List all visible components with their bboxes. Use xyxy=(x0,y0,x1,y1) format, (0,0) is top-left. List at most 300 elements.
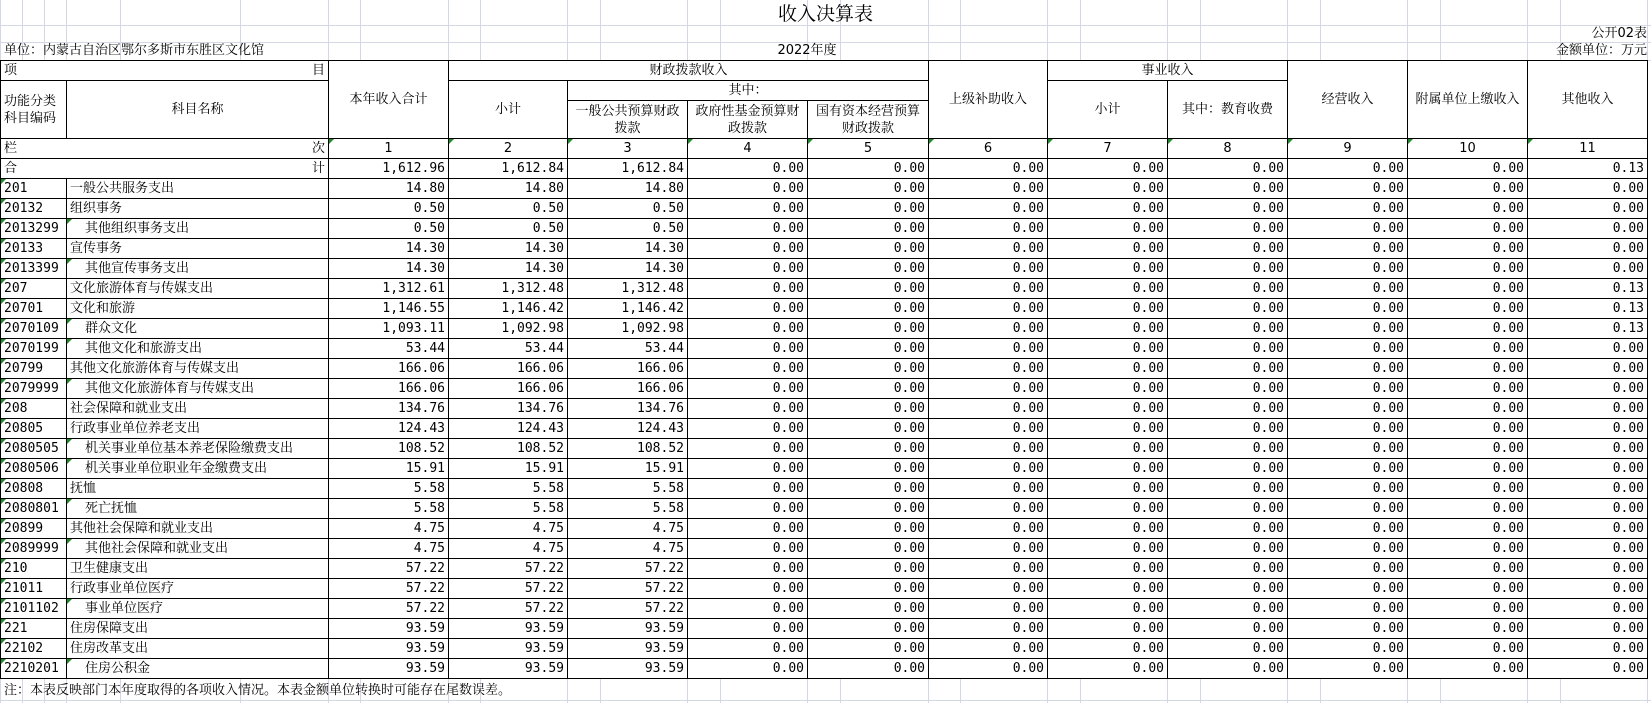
amount-cell[interactable]: 0.00 xyxy=(1288,279,1408,299)
amount-cell[interactable]: 5.58 xyxy=(329,499,449,519)
subject-name[interactable]: 住房改革支出 xyxy=(67,639,329,659)
subject-code[interactable]: 21011 xyxy=(1,579,67,599)
amount-cell[interactable]: 0.00 xyxy=(808,419,929,439)
amount-cell[interactable]: 0.00 xyxy=(1048,339,1168,359)
amount-cell[interactable]: 0.00 xyxy=(808,639,929,659)
amount-cell[interactable]: 0.00 xyxy=(1408,559,1528,579)
amount-cell[interactable]: 0.00 xyxy=(1288,339,1408,359)
total-cell[interactable]: 0.00 xyxy=(688,159,808,179)
amount-cell[interactable]: 0.00 xyxy=(1168,619,1288,639)
amount-cell[interactable]: 0.00 xyxy=(929,459,1048,479)
amount-cell[interactable]: 0.00 xyxy=(1048,359,1168,379)
amount-cell[interactable]: 0.50 xyxy=(449,199,568,219)
subject-code[interactable]: 20899 xyxy=(1,519,67,539)
amount-cell[interactable]: 0.00 xyxy=(1288,559,1408,579)
amount-cell[interactable]: 0.00 xyxy=(929,439,1048,459)
amount-cell[interactable]: 0.00 xyxy=(1048,459,1168,479)
amount-cell[interactable]: 0.00 xyxy=(1048,439,1168,459)
amount-cell[interactable]: 4.75 xyxy=(568,539,688,559)
amount-cell[interactable]: 0.00 xyxy=(1408,219,1528,239)
amount-cell[interactable]: 0.00 xyxy=(929,539,1048,559)
amount-cell[interactable]: 0.00 xyxy=(1528,499,1648,519)
amount-cell[interactable]: 0.00 xyxy=(808,199,929,219)
amount-cell[interactable]: 0.00 xyxy=(1528,239,1648,259)
subject-code[interactable]: 210 xyxy=(1,559,67,579)
amount-cell[interactable]: 166.06 xyxy=(329,359,449,379)
subject-code[interactable]: 2013299 xyxy=(1,219,67,239)
amount-cell[interactable]: 0.00 xyxy=(1528,619,1648,639)
amount-cell[interactable]: 0.13 xyxy=(1528,299,1648,319)
amount-cell[interactable]: 0.00 xyxy=(1288,259,1408,279)
amount-cell[interactable]: 4.75 xyxy=(329,539,449,559)
amount-cell[interactable]: 0.50 xyxy=(329,219,449,239)
subject-code[interactable]: 20799 xyxy=(1,359,67,379)
amount-cell[interactable]: 0.00 xyxy=(808,379,929,399)
amount-cell[interactable]: 0.00 xyxy=(1528,599,1648,619)
amount-cell[interactable]: 0.00 xyxy=(808,499,929,519)
amount-cell[interactable]: 0.00 xyxy=(1168,359,1288,379)
amount-cell[interactable]: 0.13 xyxy=(1528,279,1648,299)
amount-cell[interactable]: 0.00 xyxy=(808,519,929,539)
amount-cell[interactable]: 5.58 xyxy=(449,499,568,519)
amount-cell[interactable]: 14.30 xyxy=(329,239,449,259)
amount-cell[interactable]: 0.00 xyxy=(808,539,929,559)
total-cell[interactable]: 1,612.96 xyxy=(329,159,449,179)
amount-cell[interactable]: 108.52 xyxy=(449,439,568,459)
subject-name[interactable]: 行政事业单位医疗 xyxy=(67,579,329,599)
subject-code[interactable]: 2070199 xyxy=(1,339,67,359)
subject-name[interactable]: 其他组织事务支出 xyxy=(67,219,329,239)
amount-cell[interactable]: 0.00 xyxy=(1408,319,1528,339)
amount-cell[interactable]: 0.00 xyxy=(1288,379,1408,399)
amount-cell[interactable]: 0.00 xyxy=(808,479,929,499)
amount-cell[interactable]: 0.00 xyxy=(1408,279,1528,299)
amount-cell[interactable]: 0.00 xyxy=(1408,519,1528,539)
amount-cell[interactable]: 0.50 xyxy=(449,219,568,239)
amount-cell[interactable]: 15.91 xyxy=(449,459,568,479)
total-cell[interactable]: 1,612.84 xyxy=(449,159,568,179)
amount-cell[interactable]: 0.00 xyxy=(1288,479,1408,499)
amount-cell[interactable]: 0.13 xyxy=(1528,319,1648,339)
subject-name[interactable]: 机关事业单位职业年金缴费支出 xyxy=(67,459,329,479)
amount-cell[interactable]: 0.00 xyxy=(688,399,808,419)
amount-cell[interactable]: 0.00 xyxy=(929,619,1048,639)
amount-cell[interactable]: 1,146.55 xyxy=(329,299,449,319)
amount-cell[interactable]: 0.00 xyxy=(929,359,1048,379)
subject-name[interactable]: 文化旅游体育与传媒支出 xyxy=(67,279,329,299)
subject-code[interactable]: 20805 xyxy=(1,419,67,439)
amount-cell[interactable]: 57.22 xyxy=(568,579,688,599)
amount-cell[interactable]: 0.00 xyxy=(1288,199,1408,219)
amount-cell[interactable]: 0.00 xyxy=(1168,199,1288,219)
amount-cell[interactable]: 0.00 xyxy=(1288,579,1408,599)
amount-cell[interactable]: 0.00 xyxy=(1528,259,1648,279)
amount-cell[interactable]: 14.30 xyxy=(329,259,449,279)
amount-cell[interactable]: 108.52 xyxy=(329,439,449,459)
amount-cell[interactable]: 134.76 xyxy=(449,399,568,419)
amount-cell[interactable]: 0.00 xyxy=(1408,459,1528,479)
subject-code[interactable]: 208 xyxy=(1,399,67,419)
amount-cell[interactable]: 0.00 xyxy=(1168,319,1288,339)
amount-cell[interactable]: 0.00 xyxy=(1528,639,1648,659)
amount-cell[interactable]: 0.00 xyxy=(929,299,1048,319)
amount-cell[interactable]: 0.00 xyxy=(1408,399,1528,419)
amount-cell[interactable]: 0.00 xyxy=(929,659,1048,679)
total-cell[interactable]: 0.00 xyxy=(929,159,1048,179)
amount-cell[interactable]: 0.00 xyxy=(1408,239,1528,259)
amount-cell[interactable]: 53.44 xyxy=(449,339,568,359)
amount-cell[interactable]: 0.00 xyxy=(1528,519,1648,539)
amount-cell[interactable]: 0.00 xyxy=(1408,439,1528,459)
amount-cell[interactable]: 0.00 xyxy=(1048,179,1168,199)
amount-cell[interactable]: 0.00 xyxy=(1168,259,1288,279)
amount-cell[interactable]: 15.91 xyxy=(568,459,688,479)
amount-cell[interactable]: 4.75 xyxy=(329,519,449,539)
amount-cell[interactable]: 0.00 xyxy=(1528,419,1648,439)
subject-code[interactable]: 2013399 xyxy=(1,259,67,279)
amount-cell[interactable]: 1,146.42 xyxy=(449,299,568,319)
amount-cell[interactable]: 0.00 xyxy=(1168,299,1288,319)
amount-cell[interactable]: 93.59 xyxy=(568,659,688,679)
amount-cell[interactable]: 14.30 xyxy=(568,239,688,259)
amount-cell[interactable]: 134.76 xyxy=(329,399,449,419)
amount-cell[interactable]: 0.00 xyxy=(1048,279,1168,299)
amount-cell[interactable]: 166.06 xyxy=(568,359,688,379)
amount-cell[interactable]: 0.00 xyxy=(1048,499,1168,519)
amount-cell[interactable]: 1,312.61 xyxy=(329,279,449,299)
subject-code[interactable]: 2070109 xyxy=(1,319,67,339)
subject-code[interactable]: 201 xyxy=(1,179,67,199)
amount-cell[interactable]: 14.30 xyxy=(449,239,568,259)
amount-cell[interactable]: 0.00 xyxy=(1048,319,1168,339)
subject-code[interactable]: 2101102 xyxy=(1,599,67,619)
amount-cell[interactable]: 0.00 xyxy=(929,199,1048,219)
amount-cell[interactable]: 0.00 xyxy=(1288,299,1408,319)
amount-cell[interactable]: 0.00 xyxy=(1288,319,1408,339)
amount-cell[interactable]: 57.22 xyxy=(449,599,568,619)
amount-cell[interactable]: 0.00 xyxy=(688,279,808,299)
amount-cell[interactable]: 0.00 xyxy=(688,499,808,519)
amount-cell[interactable]: 1,312.48 xyxy=(449,279,568,299)
amount-cell[interactable]: 0.00 xyxy=(1408,259,1528,279)
amount-cell[interactable]: 0.00 xyxy=(1048,299,1168,319)
amount-cell[interactable]: 0.00 xyxy=(1408,659,1528,679)
subject-name[interactable]: 社会保障和就业支出 xyxy=(67,399,329,419)
amount-cell[interactable]: 0.00 xyxy=(688,519,808,539)
amount-cell[interactable]: 14.80 xyxy=(449,179,568,199)
total-cell[interactable]: 0.00 xyxy=(1288,159,1408,179)
amount-cell[interactable]: 1,092.98 xyxy=(568,319,688,339)
amount-cell[interactable]: 0.00 xyxy=(929,559,1048,579)
amount-cell[interactable]: 124.43 xyxy=(329,419,449,439)
amount-cell[interactable]: 57.22 xyxy=(329,579,449,599)
amount-cell[interactable]: 0.00 xyxy=(688,359,808,379)
subject-code[interactable]: 2079999 xyxy=(1,379,67,399)
amount-cell[interactable]: 0.00 xyxy=(808,659,929,679)
amount-cell[interactable]: 93.59 xyxy=(329,659,449,679)
amount-cell[interactable]: 0.00 xyxy=(929,599,1048,619)
amount-cell[interactable]: 0.00 xyxy=(808,399,929,419)
amount-cell[interactable]: 0.00 xyxy=(1408,339,1528,359)
amount-cell[interactable]: 14.30 xyxy=(449,259,568,279)
amount-cell[interactable]: 14.80 xyxy=(329,179,449,199)
amount-cell[interactable]: 0.00 xyxy=(688,619,808,639)
amount-cell[interactable]: 93.59 xyxy=(568,639,688,659)
amount-cell[interactable]: 0.00 xyxy=(1408,539,1528,559)
amount-cell[interactable]: 15.91 xyxy=(329,459,449,479)
amount-cell[interactable]: 0.00 xyxy=(1408,359,1528,379)
subject-name[interactable]: 行政事业单位养老支出 xyxy=(67,419,329,439)
amount-cell[interactable]: 0.00 xyxy=(929,419,1048,439)
amount-cell[interactable]: 0.00 xyxy=(1048,579,1168,599)
amount-cell[interactable]: 0.00 xyxy=(1048,379,1168,399)
amount-cell[interactable]: 0.00 xyxy=(1048,199,1168,219)
subject-code[interactable]: 2080801 xyxy=(1,499,67,519)
amount-cell[interactable]: 0.00 xyxy=(1288,499,1408,519)
subject-name[interactable]: 其他宣传事务支出 xyxy=(67,259,329,279)
amount-cell[interactable]: 0.00 xyxy=(688,259,808,279)
amount-cell[interactable]: 1,312.48 xyxy=(568,279,688,299)
amount-cell[interactable]: 4.75 xyxy=(568,519,688,539)
amount-cell[interactable]: 0.00 xyxy=(1408,419,1528,439)
amount-cell[interactable]: 0.00 xyxy=(1288,619,1408,639)
amount-cell[interactable]: 166.06 xyxy=(449,359,568,379)
subject-name[interactable]: 其他社会保障和就业支出 xyxy=(67,519,329,539)
amount-cell[interactable]: 0.00 xyxy=(929,179,1048,199)
amount-cell[interactable]: 0.00 xyxy=(688,339,808,359)
amount-cell[interactable]: 0.00 xyxy=(929,339,1048,359)
subject-name[interactable]: 住房保障支出 xyxy=(67,619,329,639)
amount-cell[interactable]: 0.00 xyxy=(1168,179,1288,199)
amount-cell[interactable]: 0.00 xyxy=(1528,339,1648,359)
amount-cell[interactable]: 0.00 xyxy=(1528,579,1648,599)
amount-cell[interactable]: 0.00 xyxy=(1168,439,1288,459)
amount-cell[interactable]: 0.00 xyxy=(808,439,929,459)
subject-name[interactable]: 其他文化旅游体育与传媒支出 xyxy=(67,359,329,379)
amount-cell[interactable]: 53.44 xyxy=(329,339,449,359)
subject-name[interactable]: 机关事业单位基本养老保险缴费支出 xyxy=(67,439,329,459)
amount-cell[interactable]: 0.00 xyxy=(1048,519,1168,539)
amount-cell[interactable]: 0.00 xyxy=(1168,539,1288,559)
subject-code[interactable]: 20133 xyxy=(1,239,67,259)
subject-name[interactable]: 群众文化 xyxy=(67,319,329,339)
amount-cell[interactable]: 0.00 xyxy=(1288,239,1408,259)
amount-cell[interactable]: 0.00 xyxy=(1408,179,1528,199)
amount-cell[interactable]: 93.59 xyxy=(329,619,449,639)
subject-code[interactable]: 20132 xyxy=(1,199,67,219)
amount-cell[interactable]: 0.00 xyxy=(1048,619,1168,639)
subject-name[interactable]: 卫生健康支出 xyxy=(67,559,329,579)
amount-cell[interactable]: 14.80 xyxy=(568,179,688,199)
amount-cell[interactable]: 108.52 xyxy=(568,439,688,459)
amount-cell[interactable]: 0.00 xyxy=(1168,519,1288,539)
subject-name[interactable]: 抚恤 xyxy=(67,479,329,499)
amount-cell[interactable]: 0.00 xyxy=(1408,479,1528,499)
amount-cell[interactable]: 166.06 xyxy=(449,379,568,399)
total-cell[interactable]: 1,612.84 xyxy=(568,159,688,179)
amount-cell[interactable]: 0.00 xyxy=(688,479,808,499)
amount-cell[interactable]: 0.00 xyxy=(1168,559,1288,579)
amount-cell[interactable]: 0.00 xyxy=(1528,559,1648,579)
amount-cell[interactable]: 57.22 xyxy=(329,559,449,579)
amount-cell[interactable]: 0.00 xyxy=(1288,399,1408,419)
amount-cell[interactable]: 0.00 xyxy=(808,599,929,619)
amount-cell[interactable]: 0.00 xyxy=(688,199,808,219)
amount-cell[interactable]: 0.00 xyxy=(929,379,1048,399)
amount-cell[interactable]: 0.00 xyxy=(688,439,808,459)
amount-cell[interactable]: 0.00 xyxy=(808,339,929,359)
amount-cell[interactable]: 0.00 xyxy=(688,419,808,439)
amount-cell[interactable]: 93.59 xyxy=(449,639,568,659)
amount-cell[interactable]: 0.00 xyxy=(1168,659,1288,679)
amount-cell[interactable]: 0.00 xyxy=(1528,179,1648,199)
amount-cell[interactable]: 14.30 xyxy=(568,259,688,279)
amount-cell[interactable]: 0.50 xyxy=(568,199,688,219)
amount-cell[interactable]: 0.00 xyxy=(929,259,1048,279)
amount-cell[interactable]: 0.00 xyxy=(808,299,929,319)
amount-cell[interactable]: 0.00 xyxy=(1168,219,1288,239)
amount-cell[interactable]: 0.00 xyxy=(1168,399,1288,419)
amount-cell[interactable]: 0.00 xyxy=(1408,199,1528,219)
subject-name[interactable]: 死亡抚恤 xyxy=(67,499,329,519)
amount-cell[interactable]: 0.00 xyxy=(688,599,808,619)
amount-cell[interactable]: 0.00 xyxy=(1048,399,1168,419)
amount-cell[interactable]: 0.00 xyxy=(1168,579,1288,599)
subject-code[interactable]: 2080505 xyxy=(1,439,67,459)
amount-cell[interactable]: 0.00 xyxy=(1408,499,1528,519)
amount-cell[interactable]: 0.00 xyxy=(1048,559,1168,579)
subject-code[interactable]: 2080506 xyxy=(1,459,67,479)
amount-cell[interactable]: 0.00 xyxy=(688,239,808,259)
amount-cell[interactable]: 166.06 xyxy=(568,379,688,399)
amount-cell[interactable]: 0.00 xyxy=(929,219,1048,239)
subject-code[interactable]: 2210201 xyxy=(1,659,67,679)
amount-cell[interactable]: 0.00 xyxy=(929,279,1048,299)
amount-cell[interactable]: 0.00 xyxy=(688,579,808,599)
amount-cell[interactable]: 0.00 xyxy=(1288,599,1408,619)
amount-cell[interactable]: 166.06 xyxy=(329,379,449,399)
subject-name[interactable]: 宣传事务 xyxy=(67,239,329,259)
amount-cell[interactable]: 134.76 xyxy=(568,399,688,419)
amount-cell[interactable]: 0.00 xyxy=(1168,239,1288,259)
subject-code[interactable]: 20701 xyxy=(1,299,67,319)
subject-code[interactable]: 22102 xyxy=(1,639,67,659)
amount-cell[interactable]: 1,146.42 xyxy=(568,299,688,319)
amount-cell[interactable]: 0.00 xyxy=(1528,539,1648,559)
amount-cell[interactable]: 0.00 xyxy=(1408,379,1528,399)
amount-cell[interactable]: 0.00 xyxy=(1408,579,1528,599)
subject-name[interactable]: 其他文化旅游体育与传媒支出 xyxy=(67,379,329,399)
amount-cell[interactable]: 57.22 xyxy=(449,579,568,599)
amount-cell[interactable]: 0.50 xyxy=(329,199,449,219)
amount-cell[interactable]: 0.00 xyxy=(688,379,808,399)
amount-cell[interactable]: 0.50 xyxy=(568,219,688,239)
amount-cell[interactable]: 93.59 xyxy=(568,619,688,639)
amount-cell[interactable]: 0.00 xyxy=(1528,379,1648,399)
amount-cell[interactable]: 0.00 xyxy=(1168,339,1288,359)
subject-code[interactable]: 207 xyxy=(1,279,67,299)
amount-cell[interactable]: 0.00 xyxy=(1528,219,1648,239)
amount-cell[interactable]: 0.00 xyxy=(929,639,1048,659)
amount-cell[interactable]: 0.00 xyxy=(808,219,929,239)
total-cell[interactable]: 0.00 xyxy=(1168,159,1288,179)
amount-cell[interactable]: 0.00 xyxy=(808,459,929,479)
amount-cell[interactable]: 0.00 xyxy=(808,359,929,379)
amount-cell[interactable]: 0.00 xyxy=(929,519,1048,539)
amount-cell[interactable]: 0.00 xyxy=(1048,479,1168,499)
amount-cell[interactable]: 0.00 xyxy=(1288,419,1408,439)
amount-cell[interactable]: 0.00 xyxy=(808,239,929,259)
amount-cell[interactable]: 0.00 xyxy=(1288,519,1408,539)
amount-cell[interactable]: 0.00 xyxy=(1168,499,1288,519)
amount-cell[interactable]: 0.00 xyxy=(929,499,1048,519)
total-cell[interactable]: 0.00 xyxy=(1408,159,1528,179)
total-cell[interactable]: 0.00 xyxy=(808,159,929,179)
amount-cell[interactable]: 0.00 xyxy=(688,639,808,659)
amount-cell[interactable]: 0.00 xyxy=(1288,179,1408,199)
amount-cell[interactable]: 0.00 xyxy=(1528,479,1648,499)
amount-cell[interactable]: 0.00 xyxy=(808,559,929,579)
amount-cell[interactable]: 4.75 xyxy=(449,519,568,539)
total-cell[interactable]: 0.13 xyxy=(1528,159,1648,179)
amount-cell[interactable]: 93.59 xyxy=(329,639,449,659)
subject-name[interactable]: 其他社会保障和就业支出 xyxy=(67,539,329,559)
amount-cell[interactable]: 0.00 xyxy=(1048,659,1168,679)
amount-cell[interactable]: 0.00 xyxy=(1168,639,1288,659)
amount-cell[interactable]: 0.00 xyxy=(1048,639,1168,659)
amount-cell[interactable]: 0.00 xyxy=(1048,419,1168,439)
amount-cell[interactable]: 124.43 xyxy=(449,419,568,439)
amount-cell[interactable]: 0.00 xyxy=(1528,199,1648,219)
amount-cell[interactable]: 0.00 xyxy=(1528,359,1648,379)
amount-cell[interactable]: 0.00 xyxy=(808,319,929,339)
amount-cell[interactable]: 0.00 xyxy=(1168,279,1288,299)
amount-cell[interactable]: 0.00 xyxy=(1408,299,1528,319)
amount-cell[interactable]: 0.00 xyxy=(1528,439,1648,459)
subject-name[interactable]: 事业单位医疗 xyxy=(67,599,329,619)
amount-cell[interactable]: 0.00 xyxy=(688,559,808,579)
subject-name[interactable]: 一般公共服务支出 xyxy=(67,179,329,199)
amount-cell[interactable]: 124.43 xyxy=(568,419,688,439)
amount-cell[interactable]: 5.58 xyxy=(568,499,688,519)
amount-cell[interactable]: 57.22 xyxy=(568,559,688,579)
amount-cell[interactable]: 0.00 xyxy=(1168,419,1288,439)
amount-cell[interactable]: 0.00 xyxy=(808,619,929,639)
amount-cell[interactable]: 0.00 xyxy=(1408,599,1528,619)
total-cell[interactable]: 0.00 xyxy=(1048,159,1168,179)
subject-name[interactable]: 文化和旅游 xyxy=(67,299,329,319)
amount-cell[interactable]: 0.00 xyxy=(929,399,1048,419)
amount-cell[interactable]: 57.22 xyxy=(329,599,449,619)
subject-code[interactable]: 20808 xyxy=(1,479,67,499)
subject-name[interactable]: 住房公积金 xyxy=(67,659,329,679)
amount-cell[interactable]: 0.00 xyxy=(1288,659,1408,679)
amount-cell[interactable]: 0.00 xyxy=(688,539,808,559)
amount-cell[interactable]: 0.00 xyxy=(1288,639,1408,659)
amount-cell[interactable]: 0.00 xyxy=(688,319,808,339)
amount-cell[interactable]: 0.00 xyxy=(1048,259,1168,279)
amount-cell[interactable]: 0.00 xyxy=(929,479,1048,499)
amount-cell[interactable]: 5.58 xyxy=(568,479,688,499)
amount-cell[interactable]: 0.00 xyxy=(688,459,808,479)
amount-cell[interactable]: 0.00 xyxy=(688,299,808,319)
amount-cell[interactable]: 0.00 xyxy=(1528,459,1648,479)
amount-cell[interactable]: 0.00 xyxy=(1288,439,1408,459)
subject-name[interactable]: 其他文化和旅游支出 xyxy=(67,339,329,359)
amount-cell[interactable]: 0.00 xyxy=(929,579,1048,599)
amount-cell[interactable]: 5.58 xyxy=(329,479,449,499)
amount-cell[interactable]: 0.00 xyxy=(929,319,1048,339)
